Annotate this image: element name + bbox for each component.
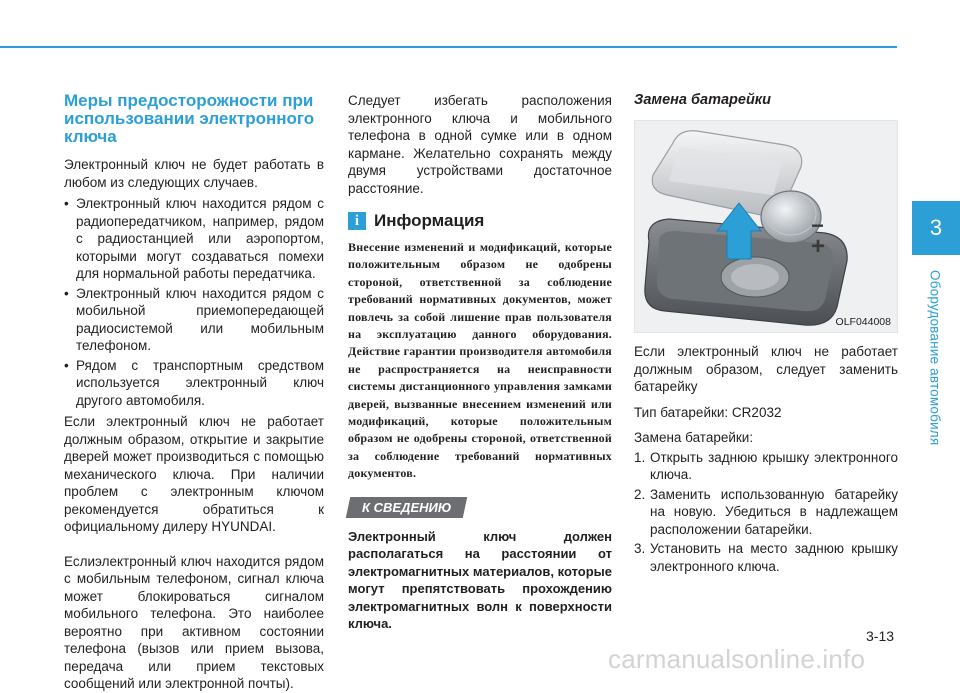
step-text: Заменить использованную батарейку на новую. Убедиться в надлежащем расположении батарейки. [650, 486, 898, 537]
info-heading [348, 211, 612, 231]
battery-type: Тип батарейки: CR2032 [634, 404, 782, 420]
step-text: Установить на место заднюю крышку электронного ключа. [650, 541, 898, 574]
chapter-tab: 3 [912, 201, 960, 255]
page-number: 3-13 [866, 628, 895, 644]
list-item [634, 540, 898, 575]
battery-figure [634, 120, 898, 333]
chapter-label [922, 268, 948, 448]
paragraph-mobile-phone: Еслиэлектронный ключ находится рядом с мобильным телефоном, сигнал ключа может блокироваться сигналом мобильного телефона. Это наиболее вероятно при активном состоянии телефона (вызов или прием вызова, передача или прием текстовых сообщений или электронной почты). [64, 553, 324, 691]
info-text: Внесение изменений и модификаций, которые положительным образом не одобрены стороной, ответственной за соблюдение требований нормативных документов, может повлечь за собой лишение прав пользователя на эксплуатацию данного оборудования. Действие гарантии производителя автомобиля не распространяется на неисправности системы дистанционного управления замками дверей, вызванные внесением изменений или модификаций, которые положительным образом не одобрены стороной, ответственной за соблюдение требований нормативных документов. [348, 240, 612, 481]
steps-list [634, 449, 898, 576]
section-title-precautions: Меры предосторожности при использовании электронного ключа [64, 91, 315, 146]
chapter-title: Оборудование автомобиля [927, 270, 943, 446]
list-item: • Электронный ключ находится рядом с радиопередатчиком, например, рядом с радиостанцией или аэропортом, которыми могут создаваться помехи для нормальной работы передатчика. [64, 195, 324, 283]
list-item: • Рядом с транспортным средством используется электронный ключ другого автомобиля. [64, 357, 324, 410]
header-rule [0, 46, 897, 48]
smart-key-illustration [635, 121, 897, 332]
warning-text: Электронный ключ должен располагаться на расстоянии от электромагнитных материалов, которые могут препятствовать прохождению электромагнитных волн к поверхности ключа. [348, 528, 612, 632]
minus-label: − [811, 213, 824, 238]
step-number: 3. [634, 541, 646, 556]
steps-title: Замена батарейки: [634, 430, 754, 445]
list-item: • Электронный ключ находится рядом с мобильной приемопередающей радиосистемой или мобильным телефоном. [64, 285, 324, 355]
column-left [64, 92, 324, 693]
step-number: 1. [634, 449, 646, 465]
paragraph-mechanical-key: Если электронный ключ не работает должным образом, открытие и закрытие дверей может производиться с помощью механического ключа. При наличии проблем с электронным ключом рекомендуется обратиться к официальному дилеру HYUNDAI. [64, 414, 324, 534]
step-number: 2. [634, 486, 646, 502]
paragraph-replace: Если электронный ключ не работает должным образом, следует заменить батарейку [634, 344, 898, 394]
column-right [634, 92, 898, 577]
figure-code: OLF044008 [835, 316, 891, 328]
info-title: Информация [374, 211, 485, 230]
plus-label: + [811, 233, 826, 260]
paragraph-distance: Следует избегать расположения электронного ключа и мобильного телефона в одной сумке или в одном кармане. Желательно сохранять между двумя устройствами достаточное расстояние. [348, 93, 612, 196]
section-title-battery: Замена батарейки [634, 92, 772, 108]
list-item [634, 449, 898, 484]
column-middle [348, 92, 612, 633]
info-icon: i [348, 212, 366, 230]
list-item [634, 486, 898, 539]
intro-paragraph: Электронный ключ не будет работать в любом из следующих случаев. [64, 157, 324, 190]
warning-badge [346, 497, 468, 518]
step-text: Открыть заднюю крышку электронного ключа. [650, 449, 898, 482]
warning-label: К СВЕДЕНИЮ [362, 499, 452, 515]
watermark: carmanualsonline.info [608, 644, 866, 674]
bullet-list [64, 195, 324, 409]
